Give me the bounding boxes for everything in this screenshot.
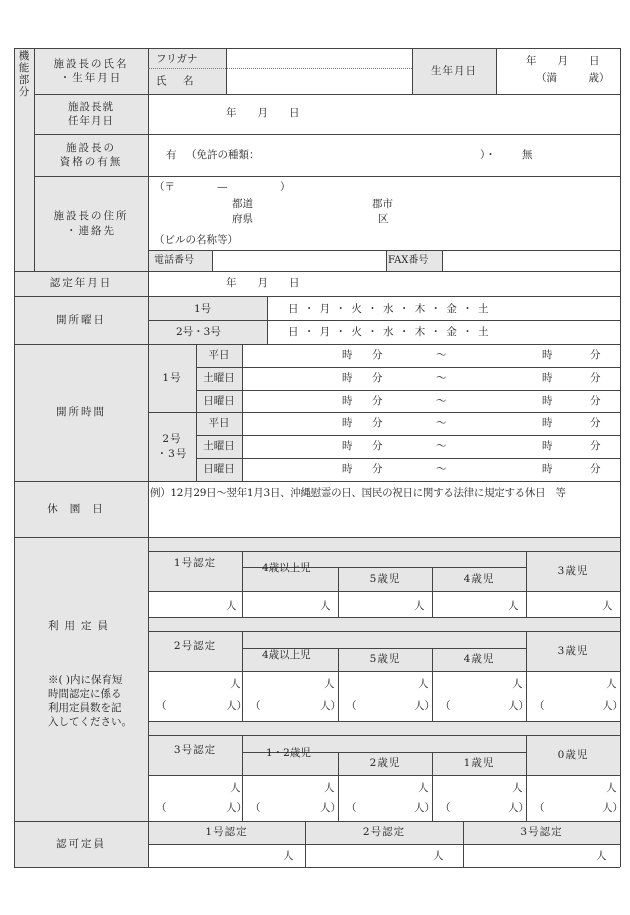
hours-rows xyxy=(242,344,620,481)
cap-b2-paren-close-3: 人） xyxy=(414,700,435,712)
cap-block3-sub2: 1歳児 xyxy=(463,757,495,770)
tel-input[interactable] xyxy=(212,250,386,271)
hours-row-5-input[interactable] xyxy=(242,435,620,457)
hours-g1-weekday: 平日 xyxy=(208,349,230,362)
tel-label: 電話番号 xyxy=(154,255,194,266)
cap-b2-paren-open-3: （ xyxy=(346,700,357,712)
hours-row-4-minute-start: 分 xyxy=(372,417,383,429)
hours-row-4-hour-start: 時 xyxy=(342,417,353,429)
cap-b2-paren-close-5: 人） xyxy=(602,700,623,712)
hours-row-5-minute-start: 分 xyxy=(372,440,383,452)
cap-b3-unit-3: 人 xyxy=(418,782,429,794)
cap-b3-paren-open-1: （ xyxy=(156,802,167,814)
approval-date-value: 年 月 日 xyxy=(226,277,300,289)
cap-block1-last: 3歳児 xyxy=(557,564,589,577)
cap-block2-name: 2号認定 xyxy=(173,639,217,652)
hours-row-6-hour-start: 時 xyxy=(342,463,353,475)
cap-b3-input-3[interactable] xyxy=(338,775,432,821)
postal-code: （〒 — ） xyxy=(154,181,291,193)
licensed-capacity-label: 認可定員 xyxy=(14,821,148,867)
hours-row-6-tilde: 〜 xyxy=(436,463,447,475)
cap-b3-unit-4: 人 xyxy=(512,782,523,794)
director-name-label: 施設長の氏名 ・生年月日 xyxy=(34,48,148,94)
cap-b1-input-5[interactable] xyxy=(526,591,620,617)
cap-block2-last: 3歳児 xyxy=(557,644,589,657)
cap-b3-paren-open-5: （ xyxy=(534,802,545,814)
capacity-values xyxy=(148,591,623,821)
ku-label: 区 xyxy=(378,213,389,225)
fax-input[interactable] xyxy=(442,250,620,271)
hours-row-6-input[interactable] xyxy=(242,458,620,480)
hours-row-2-minute-start: 分 xyxy=(372,372,383,384)
cap-b1-input-3[interactable] xyxy=(338,591,432,617)
furigana-label: フリガナ xyxy=(156,53,198,65)
cap-b1-input-4[interactable] xyxy=(432,591,526,617)
cap-b2-paren-close-1: 人） xyxy=(226,700,247,712)
hours-row-1-hour-start: 時 xyxy=(342,349,353,361)
hours-g2-saturday: 土曜日 xyxy=(203,440,235,453)
open-days-label: 開所曜日 xyxy=(14,296,148,344)
cap-block2-sub1: 5歳児 xyxy=(369,653,401,666)
cap-b2-unit-1: 人 xyxy=(230,678,241,690)
function-side-label: 機 能 部 分 xyxy=(14,48,34,271)
cap-b3-input-4[interactable] xyxy=(432,775,526,821)
birth-ymd: 年 月 日 xyxy=(526,55,600,67)
cap-b2-paren-open-2: （ xyxy=(250,700,261,712)
licensed-input-1[interactable] xyxy=(148,844,305,867)
cap-b3-unit-5: 人 xyxy=(606,782,617,794)
hours-g1-sunday: 日曜日 xyxy=(203,394,235,407)
cap-b2-paren-open-1: （ xyxy=(156,700,167,712)
licensed-col2: 2号認定 xyxy=(362,826,406,839)
hours-row-1-tilde: 〜 xyxy=(436,349,447,361)
furigana-input[interactable] xyxy=(226,48,412,68)
cap-block2-group: 4歳以上児 xyxy=(262,649,311,661)
birth-age: （満 歳） xyxy=(536,72,610,84)
hours-row-3-hour-start: 時 xyxy=(342,395,353,407)
licensed-unit-2: 人 xyxy=(433,850,444,862)
cap-b3-unit-1: 人 xyxy=(230,782,241,794)
hours-row-1-minute-start: 分 xyxy=(372,349,383,361)
hours-row-2-tilde: 〜 xyxy=(436,372,447,384)
licensed-input-2[interactable] xyxy=(305,844,463,867)
licensed-unit-3: 人 xyxy=(596,850,607,862)
hours-row-5-hour-start: 時 xyxy=(342,440,353,452)
cap-b3-paren-open-4: （ xyxy=(440,802,451,814)
cap-b2-input-5[interactable] xyxy=(526,671,620,721)
hours-row-5-minute-end: 分 xyxy=(590,440,601,452)
fuken-label: 府県 xyxy=(232,213,253,225)
hours-row-6-hour-end: 時 xyxy=(542,463,553,475)
cap-b2-unit-4: 人 xyxy=(512,678,523,690)
cap-b1-input-2[interactable] xyxy=(242,591,336,617)
hours-row-3-minute-end: 分 xyxy=(590,395,601,407)
cap-b2-input-2[interactable] xyxy=(242,671,336,721)
hours-row-6-minute-start: 分 xyxy=(372,463,383,475)
cap-b3-unit-2: 人 xyxy=(324,782,335,794)
cap-b3-paren-close-2: 人） xyxy=(320,802,341,814)
hours-g2-weekday: 平日 xyxy=(208,417,230,430)
hours-row-1-minute-end: 分 xyxy=(590,349,601,361)
holiday-label: 休園日 xyxy=(14,481,148,537)
cap-b3-input-5[interactable] xyxy=(526,775,620,821)
appointed-date-input[interactable] xyxy=(148,94,620,134)
hours-row-6-minute-end: 分 xyxy=(590,463,601,475)
licensed-col3: 3号認定 xyxy=(520,826,563,839)
cap-block3-last: 0歳児 xyxy=(557,748,589,761)
cap-b3-paren-close-5: 人） xyxy=(602,802,623,814)
hours-group-1: 1号 xyxy=(162,371,182,384)
cap-b2-paren-close-4: 人） xyxy=(508,700,529,712)
licensed-input-3[interactable] xyxy=(463,844,620,867)
cap-b1-unit-4: 人 xyxy=(508,600,519,612)
cap-b3-paren-open-3: （ xyxy=(346,802,357,814)
cap-b3-paren-close-3: 人） xyxy=(414,802,435,814)
director-address-label: 施設長の住所 ・連絡先 xyxy=(34,176,148,271)
hours-row-2-hour-end: 時 xyxy=(542,372,553,384)
cap-b2-paren-open-5: （ xyxy=(534,700,545,712)
cap-block3-group: 1・2歳児 xyxy=(266,747,311,759)
address-input[interactable] xyxy=(148,176,620,250)
name-input[interactable] xyxy=(226,68,412,94)
cap-b3-paren-close-4: 人） xyxy=(508,802,529,814)
open-days-row1-days[interactable]: 日 ・ 月 ・ 火 ・ 水 ・ 木 ・ 金 ・ 土 xyxy=(288,303,490,315)
todo-label: 都道 xyxy=(232,198,253,210)
cap-b2-input-1[interactable] xyxy=(148,671,242,721)
cap-b3-input-1[interactable] xyxy=(148,775,242,821)
hours-row-2-minute-end: 分 xyxy=(590,372,601,384)
holiday-input[interactable] xyxy=(148,500,620,537)
cap-block1-group: 4歳以上児 xyxy=(262,562,311,574)
cap-b3-paren-open-2: （ xyxy=(250,802,261,814)
license-type-input[interactable] xyxy=(268,140,476,170)
cap-b2-paren-close-2: 人） xyxy=(320,700,341,712)
licensed-unit-1: 人 xyxy=(283,850,294,862)
cap-b1-input-1[interactable] xyxy=(148,591,242,617)
holiday-example: 例）12月29日〜翌年1月3日、沖縄慰霊の日、国民の祝日に関する法律に規定する休日 等 xyxy=(150,487,566,499)
cap-b1-unit-5: 人 xyxy=(602,600,613,612)
hours-row-4-minute-end: 分 xyxy=(590,417,601,429)
cap-block3-sub1: 2歳児 xyxy=(369,757,401,770)
capacity-note: ※( )内に保育短 時間認定に係る 利用定員数を記 入してください。 xyxy=(48,674,132,728)
qualification-close: ）・ xyxy=(480,149,496,161)
cap-b2-input-3[interactable] xyxy=(338,671,432,721)
hours-g2-sunday: 日曜日 xyxy=(203,463,235,476)
open-days-row2-days[interactable]: 日 ・ 月 ・ 火 ・ 水 ・ 木 ・ 金 ・ 土 xyxy=(288,326,490,338)
appointed-date-value: 年 月 日 xyxy=(226,107,300,119)
cap-b2-unit-5: 人 xyxy=(606,678,617,690)
hours-row-3-minute-start: 分 xyxy=(372,395,383,407)
cap-block2-sub2: 4歳児 xyxy=(463,653,495,666)
birthdate-label: 生年月日 xyxy=(412,48,496,94)
cap-b2-unit-3: 人 xyxy=(418,678,429,690)
open-hours-label: 開所時間 xyxy=(14,344,148,481)
open-days-row2-label: 2号・3号 xyxy=(176,326,221,338)
appointed-date-label: 施設長就 任年月日 xyxy=(34,94,148,134)
hours-row-3-input[interactable] xyxy=(242,390,620,412)
capacity-label: 利用定員 xyxy=(14,616,148,636)
hours-row-4-tilde: 〜 xyxy=(436,417,447,429)
fax-label: FAX番号 xyxy=(388,255,429,266)
hours-row-4-input[interactable] xyxy=(242,412,620,434)
licensed-col1: 1号認定 xyxy=(205,826,248,839)
cap-b2-paren-open-4: （ xyxy=(440,700,451,712)
cap-b3-input-2[interactable] xyxy=(242,775,336,821)
shimei-label: 氏 名 xyxy=(156,75,197,87)
gunshi-label: 郡市 xyxy=(372,198,393,210)
open-days-row1-label: 1号 xyxy=(194,303,212,315)
approval-date-label: 認定年月日 xyxy=(14,271,148,296)
cap-top-strip xyxy=(148,537,620,551)
hours-row-1-input[interactable] xyxy=(242,344,620,366)
building-name-label: （ビルの名称等） xyxy=(154,234,238,246)
qualification-yes: 有 xyxy=(166,149,177,161)
hours-g1-saturday: 土曜日 xyxy=(203,372,235,385)
hours-row-3-tilde: 〜 xyxy=(436,395,447,407)
cap-block1-name: 1号認定 xyxy=(173,556,217,569)
cap-b2-unit-2: 人 xyxy=(324,678,335,690)
birthdate-input[interactable] xyxy=(496,48,620,94)
cap-b1-unit-2: 人 xyxy=(320,600,331,612)
hours-row-2-input[interactable] xyxy=(242,367,620,389)
hours-row-2-hour-start: 時 xyxy=(342,372,353,384)
cap-b3-paren-close-1: 人） xyxy=(226,802,247,814)
cap-block1-sub1: 5歳児 xyxy=(369,572,401,585)
cap-block1-sub2: 4歳児 xyxy=(463,572,495,585)
hours-group-2-3: 2号 ・3号 xyxy=(156,433,188,460)
qualification-no: 無 xyxy=(522,149,533,161)
hours-row-1-hour-end: 時 xyxy=(542,349,553,361)
cap-b1-unit-3: 人 xyxy=(414,600,425,612)
qualification-type-label: （免許の種類： xyxy=(186,149,260,161)
hours-row-5-tilde: 〜 xyxy=(436,440,447,452)
qualification-label: 施設長の 資格の有無 xyxy=(34,134,148,176)
cap-block3-name: 3号認定 xyxy=(173,743,217,756)
hours-row-5-hour-end: 時 xyxy=(542,440,553,452)
hours-row-3-hour-end: 時 xyxy=(542,395,553,407)
hours-row-4-hour-end: 時 xyxy=(542,417,553,429)
approval-date-input[interactable] xyxy=(148,271,620,296)
cap-b2-input-4[interactable] xyxy=(432,671,526,721)
cap-b1-unit-1: 人 xyxy=(226,600,237,612)
